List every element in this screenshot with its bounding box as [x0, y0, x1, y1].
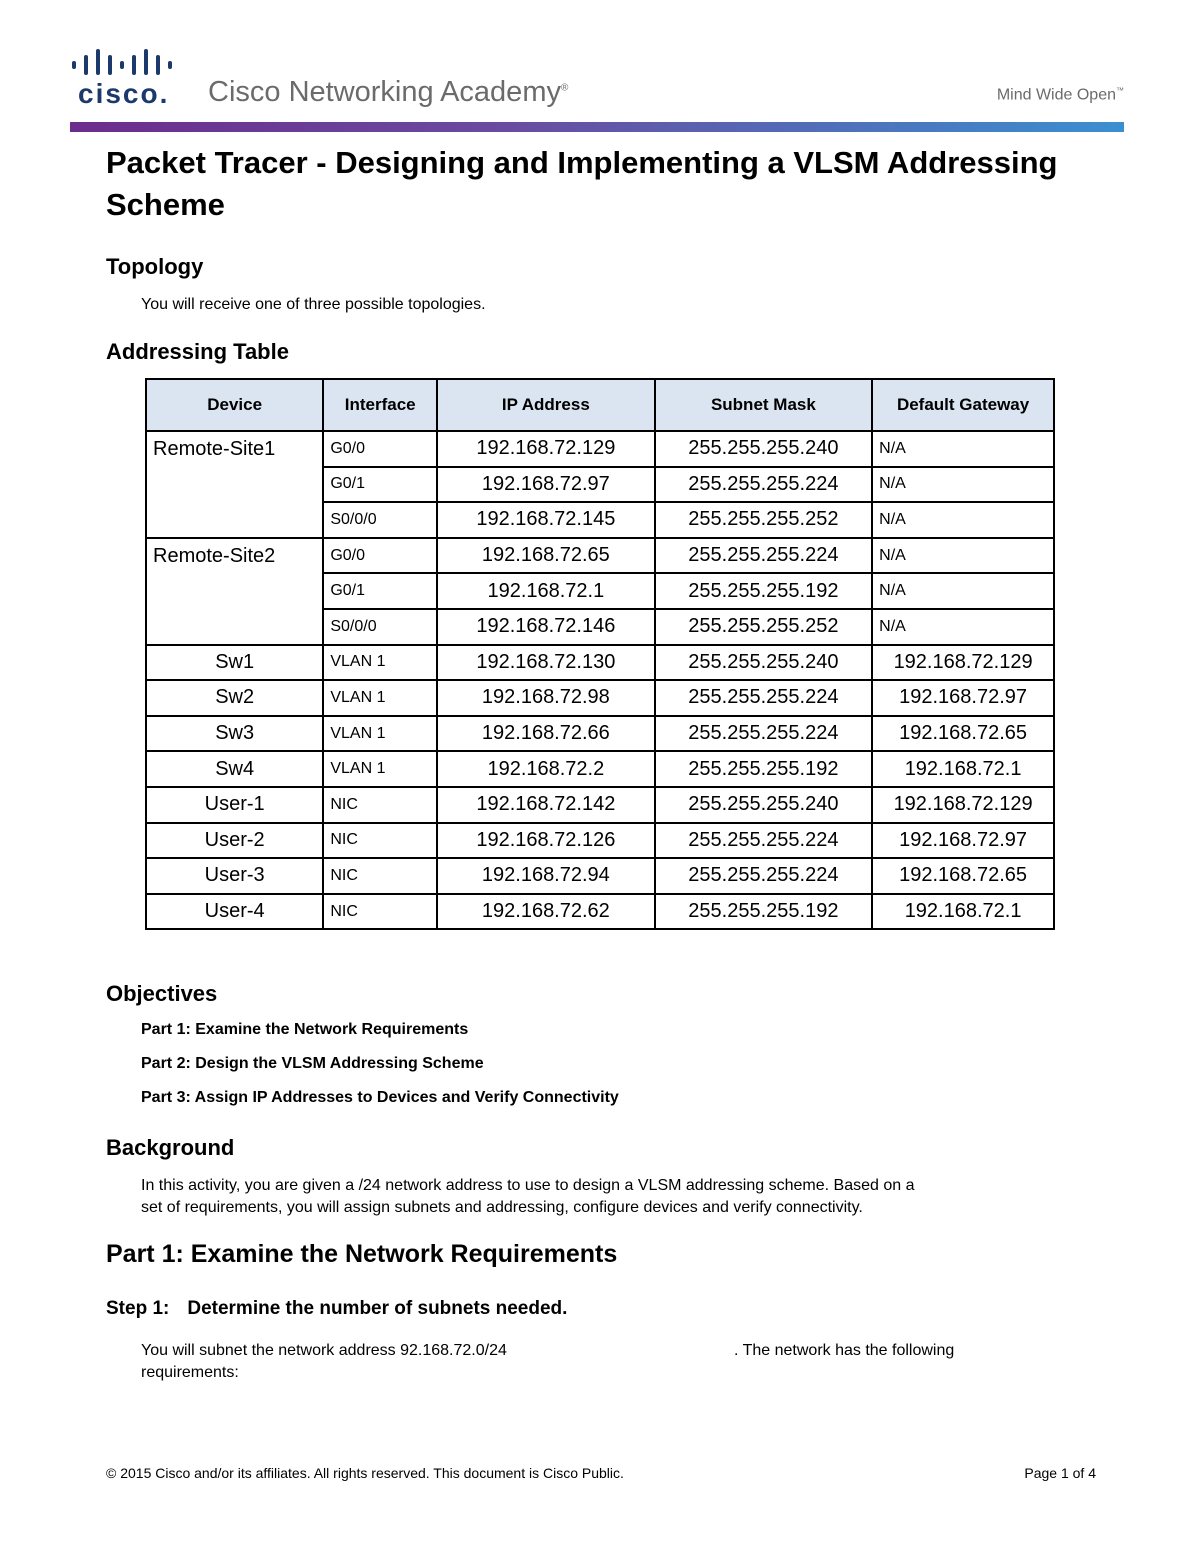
interface-cell: G0/0 [323, 431, 437, 467]
topology-text: You will receive one of three possible topologies. [141, 296, 486, 313]
objective-item: Part 1: Examine the Network Requirements [141, 1021, 469, 1038]
ip-cell: 192.168.72.126 [437, 823, 655, 859]
device-cell: User-2 [146, 823, 323, 859]
device-cell: Sw3 [146, 716, 323, 752]
mask-cell: 255.255.255.192 [655, 573, 873, 609]
table-row [146, 431, 1054, 467]
table-row [146, 787, 1054, 823]
objectives-heading: Objectives [106, 981, 218, 1006]
gateway-cell: 192.168.72.129 [872, 787, 1054, 823]
ip-cell: 192.168.72.98 [437, 680, 655, 716]
ip-cell: 192.168.72.66 [437, 716, 655, 752]
page-header [70, 40, 1124, 132]
gateway-cell: N/A [872, 431, 1054, 467]
mask-cell: 255.255.255.252 [655, 502, 873, 538]
topology-heading: Topology [106, 254, 204, 279]
page-title: Packet Tracer - Designing and Implementing a VLSM Addressing Scheme [106, 145, 1058, 222]
column-header: Interface [323, 379, 437, 431]
device-cell: User-4 [146, 894, 323, 930]
mask-cell: 255.255.255.240 [655, 645, 873, 681]
interface-cell: NIC [323, 823, 437, 859]
table-row [146, 823, 1054, 859]
table-row [146, 716, 1054, 752]
ip-cell: 192.168.72.2 [437, 751, 655, 787]
requirements-text-cont: . The network has the following [734, 1342, 955, 1359]
gateway-cell: 192.168.72.129 [872, 645, 1054, 681]
gateway-cell: 192.168.72.65 [872, 858, 1054, 894]
gateway-cell: 192.168.72.1 [872, 751, 1054, 787]
column-header: Subnet Mask [655, 379, 873, 431]
gateway-cell: 192.168.72.1 [872, 894, 1054, 930]
ip-cell: 192.168.72.62 [437, 894, 655, 930]
device-cell: Remote-Site1 [146, 431, 323, 538]
ip-cell: 192.168.72.97 [437, 467, 655, 503]
interface-cell: NIC [323, 858, 437, 894]
interface-cell: VLAN 1 [323, 716, 437, 752]
mask-cell: 255.255.255.240 [655, 431, 873, 467]
background-text-line: set of requirements, you will assign subnets and addressing, configure devices and verify connectivity. [141, 1199, 863, 1216]
gateway-cell: N/A [872, 609, 1054, 645]
ip-cell: 192.168.72.1 [437, 573, 655, 609]
gateway-cell: 192.168.72.97 [872, 823, 1054, 859]
table-row [146, 680, 1054, 716]
interface-cell: G0/1 [323, 467, 437, 503]
background-text-line: In this activity, you are given a /24 network address to use to design a VLSM addressing scheme. Based on a [141, 1177, 915, 1194]
academy-name: Cisco Networking Academy® [208, 76, 569, 108]
table-row [146, 894, 1054, 930]
interface-cell: S0/0/0 [323, 609, 437, 645]
interface-cell: S0/0/0 [323, 502, 437, 538]
device-cell: User-3 [146, 858, 323, 894]
gateway-cell: N/A [872, 538, 1054, 574]
device-cell: Sw1 [146, 645, 323, 681]
table-header-row [146, 379, 1054, 431]
ip-cell: 192.168.72.129 [437, 431, 655, 467]
background-heading: Background [106, 1135, 235, 1160]
interface-cell: G0/0 [323, 538, 437, 574]
tagline: Mind Wide Open™ [996, 86, 1124, 104]
interface-cell: NIC [323, 894, 437, 930]
mask-cell: 255.255.255.240 [655, 787, 873, 823]
ip-cell: 192.168.72.65 [437, 538, 655, 574]
objective-item: Part 3: Assign IP Addresses to Devices and Verify Connectivity [141, 1089, 619, 1106]
column-header: Device [146, 379, 323, 431]
gateway-cell: N/A [872, 467, 1054, 503]
device-cell: Sw4 [146, 751, 323, 787]
ip-cell: 192.168.72.94 [437, 858, 655, 894]
requirements-text: You will subnet the network address 92.168.72.0/24 [141, 1342, 507, 1359]
device-cell: User-1 [146, 787, 323, 823]
requirements-text-end: requirements: [141, 1364, 239, 1381]
table-row [146, 538, 1054, 574]
cisco-logo-bars-icon [70, 47, 180, 75]
interface-cell: VLAN 1 [323, 680, 437, 716]
header-rule [70, 122, 1124, 132]
column-header: IP Address [437, 379, 655, 431]
objective-item: Part 2: Design the VLSM Addressing Scheme [141, 1055, 484, 1072]
table-row [146, 751, 1054, 787]
mask-cell: 255.255.255.224 [655, 538, 873, 574]
step-label: Step 1: [106, 1298, 170, 1319]
footer-copyright: © 2015 Cisco and/or its affiliates. All rights reserved. This document is Cisco Public. [106, 1465, 624, 1481]
mask-cell: 255.255.255.252 [655, 609, 873, 645]
device-cell: Sw2 [146, 680, 323, 716]
gateway-cell: N/A [872, 573, 1054, 609]
ip-cell: 192.168.72.142 [437, 787, 655, 823]
addressing-table [145, 378, 1055, 930]
addressing-table-heading: Addressing Table [106, 339, 289, 364]
mask-cell: 255.255.255.224 [655, 467, 873, 503]
interface-cell: VLAN 1 [323, 751, 437, 787]
device-cell: Remote-Site2 [146, 538, 323, 645]
gateway-cell: 192.168.72.97 [872, 680, 1054, 716]
mask-cell: 255.255.255.224 [655, 680, 873, 716]
mask-cell: 255.255.255.192 [655, 894, 873, 930]
column-header: Default Gateway [872, 379, 1054, 431]
step1-heading [106, 1298, 567, 1320]
footer-page-number: Page 1 of 4 [1024, 1465, 1096, 1481]
gateway-cell: N/A [872, 502, 1054, 538]
step-text: Determine the number of subnets needed. [187, 1298, 568, 1319]
ip-cell: 192.168.72.145 [437, 502, 655, 538]
table-row [146, 858, 1054, 894]
table-row [146, 645, 1054, 681]
mask-cell: 255.255.255.224 [655, 716, 873, 752]
interface-cell: G0/1 [323, 573, 437, 609]
part1-heading: Part 1: Examine the Network Requirements [106, 1240, 618, 1268]
cisco-logo-wordmark: cisco. [78, 78, 170, 109]
interface-cell: VLAN 1 [323, 645, 437, 681]
mask-cell: 255.255.255.224 [655, 823, 873, 859]
interface-cell: NIC [323, 787, 437, 823]
gateway-cell: 192.168.72.65 [872, 716, 1054, 752]
mask-cell: 255.255.255.192 [655, 751, 873, 787]
ip-cell: 192.168.72.130 [437, 645, 655, 681]
ip-cell: 192.168.72.146 [437, 609, 655, 645]
mask-cell: 255.255.255.224 [655, 858, 873, 894]
